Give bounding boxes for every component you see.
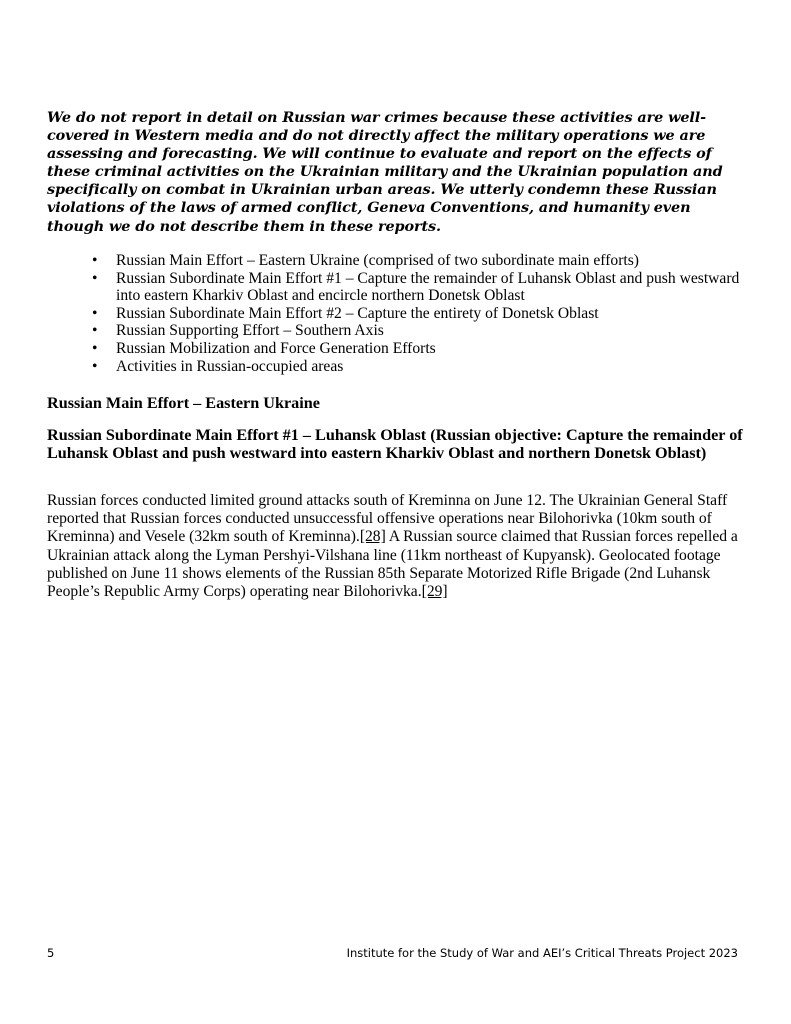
list-item xyxy=(92,340,752,358)
bullet-icon: • xyxy=(92,304,98,322)
list-item-text: Russian Mobilization and Force Generation Efforts xyxy=(116,339,436,357)
intro-disclaimer: We do not report in detail on Russian war crimes because these activities are well-covered in Western media and do not directly affect the military operations we are assessing and forecasting. We will continue to evaluate and report on the effects of these criminal activities on the Ukrainian military and the Ukrainian population and specifically on combat in Ukrainian urban areas. We utterly condemn these Russian violations of the laws of armed conflict, Geneva Conventions, and humanity even though we do not describe them in these reports. xyxy=(47,109,723,235)
bullet-icon: • xyxy=(92,269,98,287)
page-number: 5 xyxy=(47,946,55,960)
footnote-link-29[interactable]: [29] xyxy=(421,583,448,601)
list-item-text: Russian Main Effort – Eastern Ukraine (comprised of two subordinate main efforts) xyxy=(116,252,639,269)
list-item xyxy=(92,252,752,270)
paragraph-text-2: A Russian source claimed that Russian forces repelled a Ukrainian attack along the Lyman Pershyi-Vilshana line (11km northeast of Kupyansk). Geolocated footage published on June 11 shows elements of the Russian 85th Separate Motorized Rifle Brigade (2nd Luhansk People’s Republic Army Corps) operating near Bilohorivka. xyxy=(47,528,738,601)
list-item-text: Russian Supporting Effort – Southern Axis xyxy=(116,322,384,340)
bullet-icon: • xyxy=(92,252,98,269)
list-item xyxy=(92,358,752,376)
topic-list xyxy=(92,252,752,375)
list-item-text: Russian Subordinate Main Effort #1 – Capture the remainder of Luhansk Oblast and push westward into eastern Kharkiv Oblast and encircle northern Donetsk Oblast xyxy=(116,269,740,305)
list-item xyxy=(92,270,752,305)
subsection-heading: Russian Subordinate Main Effort #1 – Luhansk Oblast (Russian objective: Capture the remainder of Luhansk Oblast and push westward into eastern Kharkiv Oblast and northern Donetsk Oblast) xyxy=(47,426,743,463)
section-heading: Russian Main Effort – Eastern Ukraine xyxy=(47,394,320,412)
list-item xyxy=(92,322,752,340)
paragraph-text-1: Russian forces conducted limited ground attacks south of Kreminna on June 12. The Ukrainian General Staff reported that Russian forces conducted unsuccessful offensive operations near Bilohorivka (10km south of Kreminna) and Vesele (32km south of Kreminna). xyxy=(47,492,728,546)
footer-text: Institute for the Study of War and AEI’s Critical Threats Project 2023 xyxy=(346,946,738,960)
list-item xyxy=(92,305,752,323)
list-item-text: Activities in Russian-occupied areas xyxy=(116,357,344,375)
bullet-icon: • xyxy=(92,357,98,375)
bullet-icon: • xyxy=(92,339,98,357)
body-paragraph xyxy=(47,492,752,601)
footnote-link-28[interactable]: [28] xyxy=(359,528,386,546)
bullet-icon: • xyxy=(92,322,98,340)
list-item-text: Russian Subordinate Main Effort #2 – Capture the entirety of Donetsk Oblast xyxy=(116,304,599,322)
